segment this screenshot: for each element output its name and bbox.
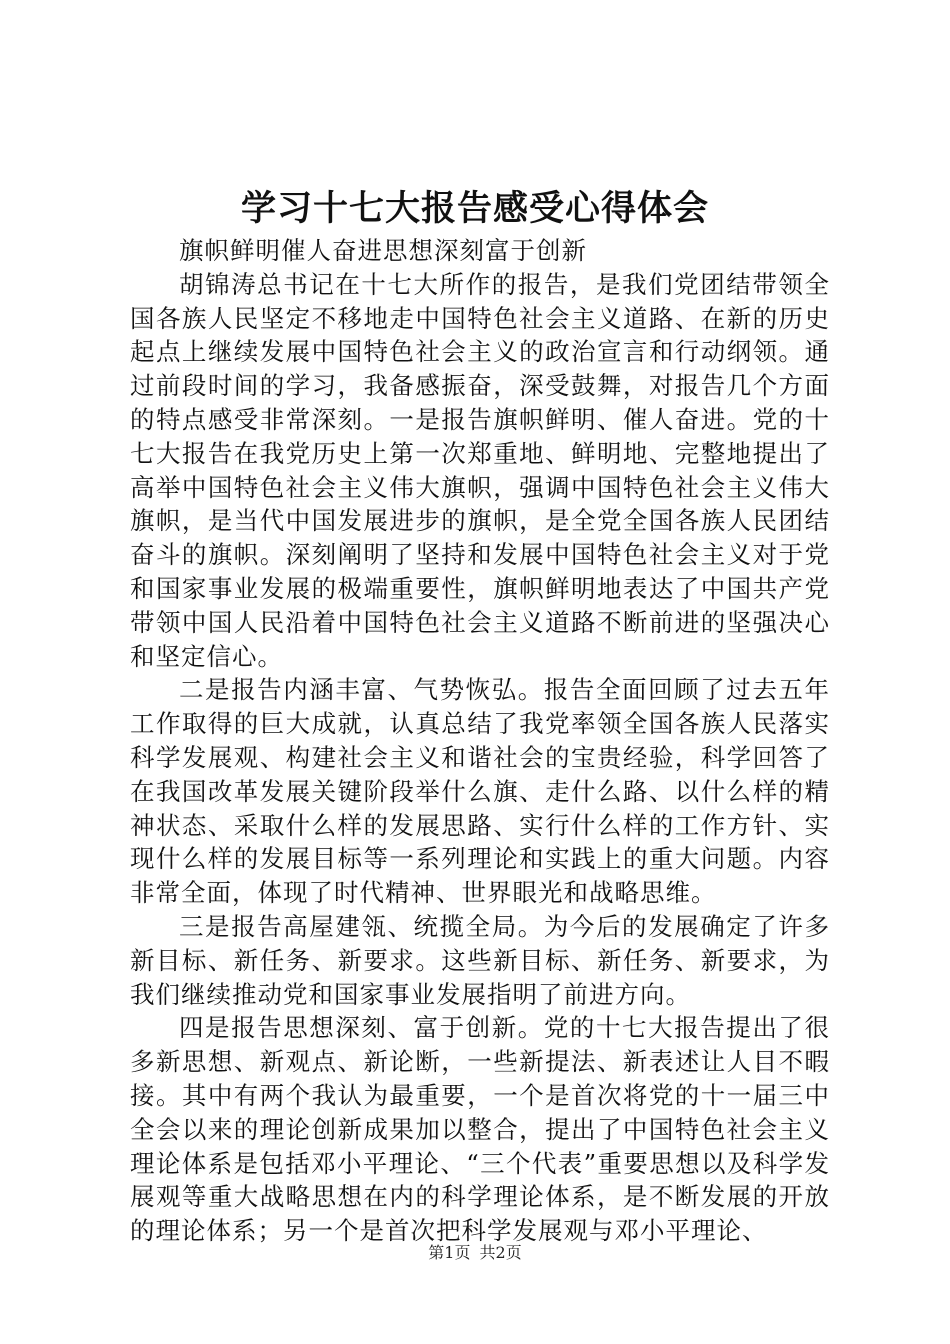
body-paragraph: 四是报告思想深刻、富于创新。党的十七大报告提出了很多新思想、新观点、新论断，一些新提法、新表述让人目不暇接。其中有两个我认为最重要，一个是首次将党的十一届三中全会以来的理论创新成果加以整合，提出了中国特色社会主义理论体系是包括邓小平理论、“三个代表”重要思想以及科学发展观等重大战略思想在内的科学理论体系，是不断发展的开放的理论体系；另一个是首次把科学发展观与邓小平理论、 [130, 1013, 830, 1246]
body-paragraph: 胡锦涛总书记在十七大所作的报告，是我们党团结带领全国各族人民坚定不移地走中国特色社会主义道路、在新的历史起点上继续发展中国特色社会主义的政治宣言和行动纲领。通过前段时间的学习，我备感振奋，深受鼓舞，对报告几个方面的特点感受非常深刻。一是报告旗帜鲜明、催人奋进。党的十七大报告在我党历史上第一次郑重地、鲜明地、完整地提出了高举中国特色社会主义伟大旗帜，强调中国特色社会主义伟大旗帜，是当代中国发展进步的旗帜，是全党全国各族人民团结奋斗的旗帜。深刻阐明了坚持和发展中国特色社会主义对于党和国家事业发展的极端重要性，旗帜鲜明地表达了中国共产党带领中国人民沿着中国特色社会主义道路不断前进的坚强决心和坚定信心。 [130, 269, 830, 671]
body-paragraph: 二是报告内涵丰富、气势恢弘。报告全面回顾了过去五年工作取得的巨大成就，认真总结了我党率领全国各族人民落实科学发展观、构建社会主义和谐社会的宝贵经验，科学回答了在我国改革发展关键阶段举什么旗、走什么路、以什么样的精神状态、采取什么样的发展思路、实行什么样的工作方针、实现什么样的发展目标等一系列理论和实践上的重大问题。内容非常全面，体现了时代精神、世界眼光和战略思维。 [130, 675, 830, 908]
document-title: 学习十七大报告感受心得体会 [240, 189, 709, 229]
page-number: 第1页 [428, 1243, 471, 1262]
body-paragraph: 三是报告高屋建瓴、统揽全局。为今后的发展确定了许多新目标、新任务、新要求。这些新目标、新任务、新要求，为我们继续推动党和国家事业发展指明了前进方向。 [130, 911, 830, 1009]
subtitle-paragraph: 旗帜鲜明催人奋进思想深刻富于创新 [179, 236, 587, 265]
page-footer [0, 1242, 950, 1264]
document-body [130, 234, 830, 1248]
page-total: 共2页 [479, 1243, 522, 1262]
